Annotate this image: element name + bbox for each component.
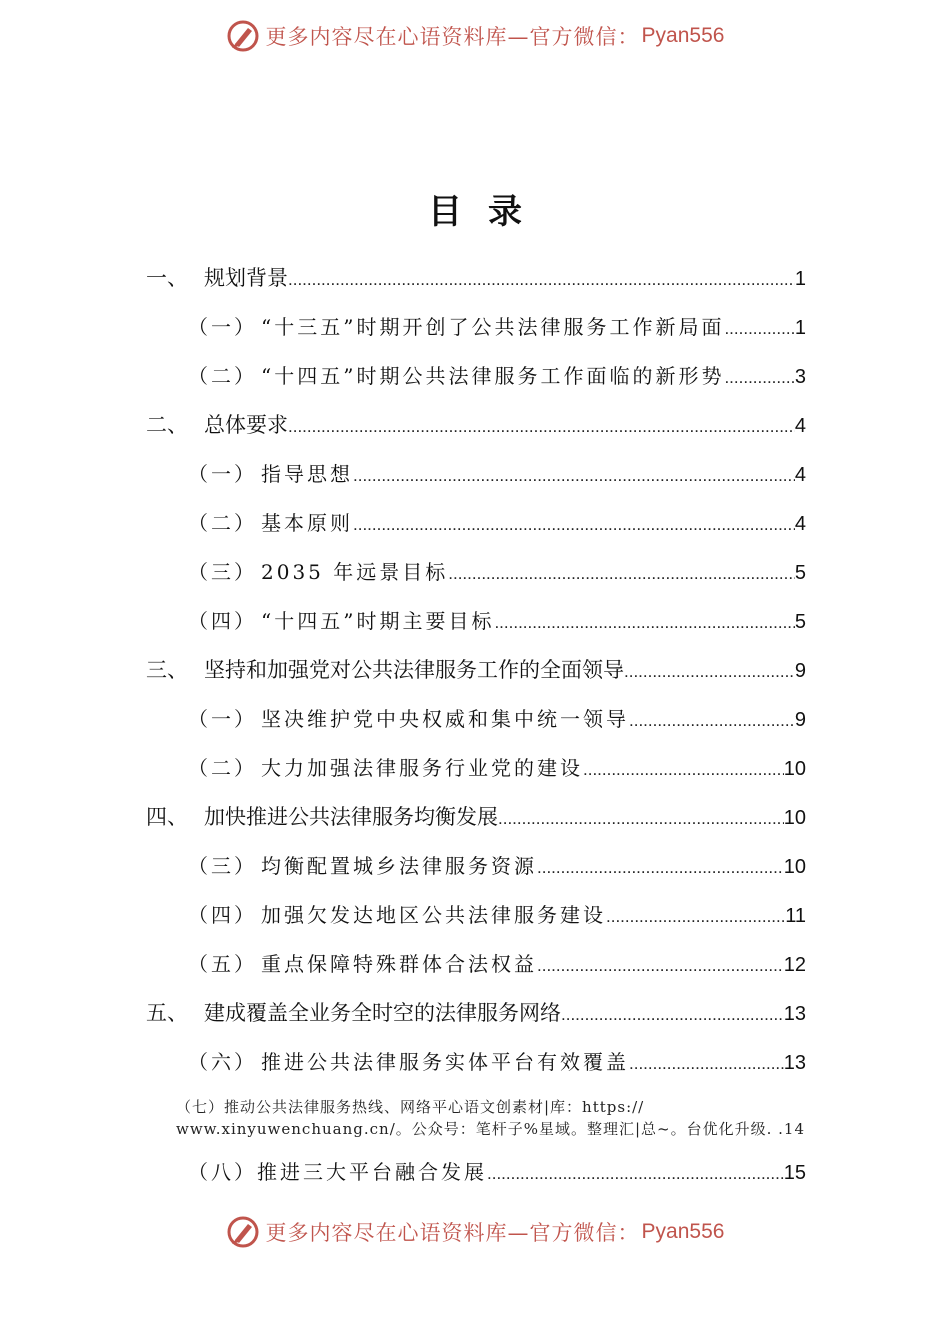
toc-chapter-entry[interactable] (146, 262, 806, 292)
toc-entry-number: （六） (188, 1050, 257, 1074)
toc-entry-text: 重点保障特殊群体合法权益 (261, 952, 537, 976)
toc-section-entry[interactable] (188, 948, 806, 978)
toc-entry-number: 五、 (146, 1001, 188, 1025)
toc-section-entry[interactable] (188, 360, 806, 390)
toc-dot-leader (606, 907, 785, 927)
toc-entry-page: 4 (794, 513, 806, 535)
toc-entry-number: （四） (188, 903, 257, 927)
toc-entry-number: （五） (188, 952, 257, 976)
toc-section-entry[interactable] (188, 850, 806, 880)
toc-entry-text: 大力加强法律服务行业党的建设 (261, 756, 583, 780)
toc-entry-text: 加快推进公共法律服务均衡发展 (204, 805, 498, 829)
toc-dot-leader (629, 1054, 784, 1074)
toc-entry-number: （三） (188, 560, 257, 584)
toc-section-entry[interactable] (188, 311, 806, 341)
toc-entry-page: 9 (794, 709, 806, 731)
toc-entry-page: 13 (783, 1052, 806, 1074)
page-title: 目录 (428, 192, 548, 232)
toc-entry-text: 推进公共法律服务实体平台有效覆盖 (261, 1050, 629, 1074)
toc-dot-leader (288, 417, 795, 437)
watermark-text: 更多内容尽在心语资料库—官方微信： (265, 25, 640, 49)
toc-dot-leader (629, 711, 795, 731)
toc-entry-number: （一） (188, 315, 257, 339)
toc-entry-text: “十四五”时期主要目标 (261, 609, 495, 633)
toc-entry-number: （二） (188, 364, 257, 388)
toc-entry-text: “十四五”时期公共法律服务工作面临的新形势 (261, 364, 725, 388)
toc-entry-page: 4 (794, 464, 806, 486)
toc-entry-number: （一） (188, 707, 257, 731)
toc-chapter-entry[interactable] (146, 654, 806, 684)
toc-section-entry[interactable] (188, 752, 806, 782)
toc-dot-leader (624, 662, 795, 682)
toc-dot-leader (561, 1005, 784, 1025)
toc-entry-text: 2035 年远景目标 (261, 560, 449, 584)
toc-chapter-entry[interactable] (146, 801, 806, 831)
toc-section-entry[interactable] (188, 703, 806, 733)
watermark-banner-bottom (0, 1212, 950, 1252)
toc-entry-page: 9 (794, 660, 806, 682)
toc-entry-text: 坚持和加强党对公共法律服务工作的全面领导 (204, 658, 624, 682)
toc-entry-garbled-line1: （七）推动公共法律服务热线、网络平心语文创素材|库：https:// (176, 1098, 645, 1116)
toc-dot-leader (724, 368, 794, 388)
toc-section-entry[interactable] (188, 458, 806, 488)
toc-entry-page: 10 (783, 758, 806, 780)
toc-dot-leader (353, 466, 795, 486)
watermark-wechat-id: Pyan556 (641, 24, 725, 47)
toc-entry-last[interactable] (188, 1156, 806, 1186)
watermark-wechat-id: Pyan556 (641, 1220, 725, 1243)
toc-entry-garbled[interactable] (176, 1096, 816, 1140)
watermark-banner-top (0, 16, 950, 56)
toc-chapter-entry[interactable] (146, 997, 806, 1027)
toc-entry-page: 15 (783, 1162, 806, 1184)
toc-entry-page: 1 (794, 268, 806, 290)
toc-dot-leader (494, 613, 794, 633)
toc-dot-leader (724, 319, 794, 339)
toc-entry-page: 1 (794, 317, 806, 339)
toc-dot-leader (288, 270, 795, 290)
toc-entry-text: 建成覆盖全业务全时空的法律服务网络 (204, 1001, 561, 1025)
toc-dot-leader (353, 515, 795, 535)
toc-entry-number: 四、 (146, 805, 188, 829)
toc-entry-number: （四） (188, 609, 257, 633)
toc-entry-page: 12 (783, 954, 806, 976)
toc-entry-page: 13 (783, 1003, 806, 1025)
toc-section-entry[interactable] (188, 556, 806, 586)
pen-logo-icon (226, 19, 260, 53)
toc-section-entry[interactable] (188, 899, 806, 929)
toc-chapter-entry[interactable] (146, 409, 806, 439)
toc-entry-page: 4 (794, 415, 806, 437)
toc-dot-leader (537, 956, 784, 976)
toc-dot-leader (537, 858, 784, 878)
toc-entry-text: 加强欠发达地区公共法律服务建设 (261, 903, 606, 927)
toc-entry-page: 5 (794, 611, 806, 633)
toc-entry-number: 三、 (146, 658, 188, 682)
toc-entry-text: 均衡配置城乡法律服务资源 (261, 854, 537, 878)
toc-entry-garbled-line2: www.xinyuwenchuang.cn/。公众号：笔杆子%星域。整理汇|总~。台优化升级. .14 (176, 1120, 806, 1138)
toc-section-entry[interactable] (188, 605, 806, 635)
toc-entry-page: 11 (785, 905, 806, 927)
toc-entry-text: “十三五”时期开创了公共法律服务工作新局面 (261, 315, 725, 339)
toc-entry-page: 10 (783, 807, 806, 829)
toc-entry-text: 指导思想 (261, 462, 353, 486)
toc-entry-number: （八） (188, 1160, 257, 1184)
toc-entry-text: 坚决维护党中央权威和集中统一领导 (261, 707, 629, 731)
toc-entry-number: 一、 (146, 266, 188, 290)
pen-logo-icon (226, 1215, 260, 1249)
toc-entry-text: 总体要求 (204, 413, 288, 437)
toc-entry-number: （二） (188, 511, 257, 535)
toc-dot-leader (498, 809, 784, 829)
toc-section-entry[interactable] (188, 1046, 806, 1076)
watermark-text: 更多内容尽在心语资料库—官方微信： (265, 1221, 640, 1245)
toc-entry-number: 二、 (146, 413, 188, 437)
toc-dot-leader (583, 760, 784, 780)
toc-entry-text: 基本原则 (261, 511, 353, 535)
toc-entry-page: 3 (794, 366, 806, 388)
toc-entry-number: （三） (188, 854, 257, 878)
toc-dot-leader (448, 564, 795, 584)
toc-dot-leader (487, 1164, 784, 1184)
toc-entry-number: （一） (188, 462, 257, 486)
toc-entry-page: 5 (794, 562, 806, 584)
toc-entry-page: 10 (783, 856, 806, 878)
toc-entry-text: 规划背景 (204, 266, 288, 290)
toc-entry-number: （二） (188, 756, 257, 780)
toc-entry-text: 推进三大平台融合发展 (257, 1160, 487, 1184)
toc-section-entry[interactable] (188, 507, 806, 537)
